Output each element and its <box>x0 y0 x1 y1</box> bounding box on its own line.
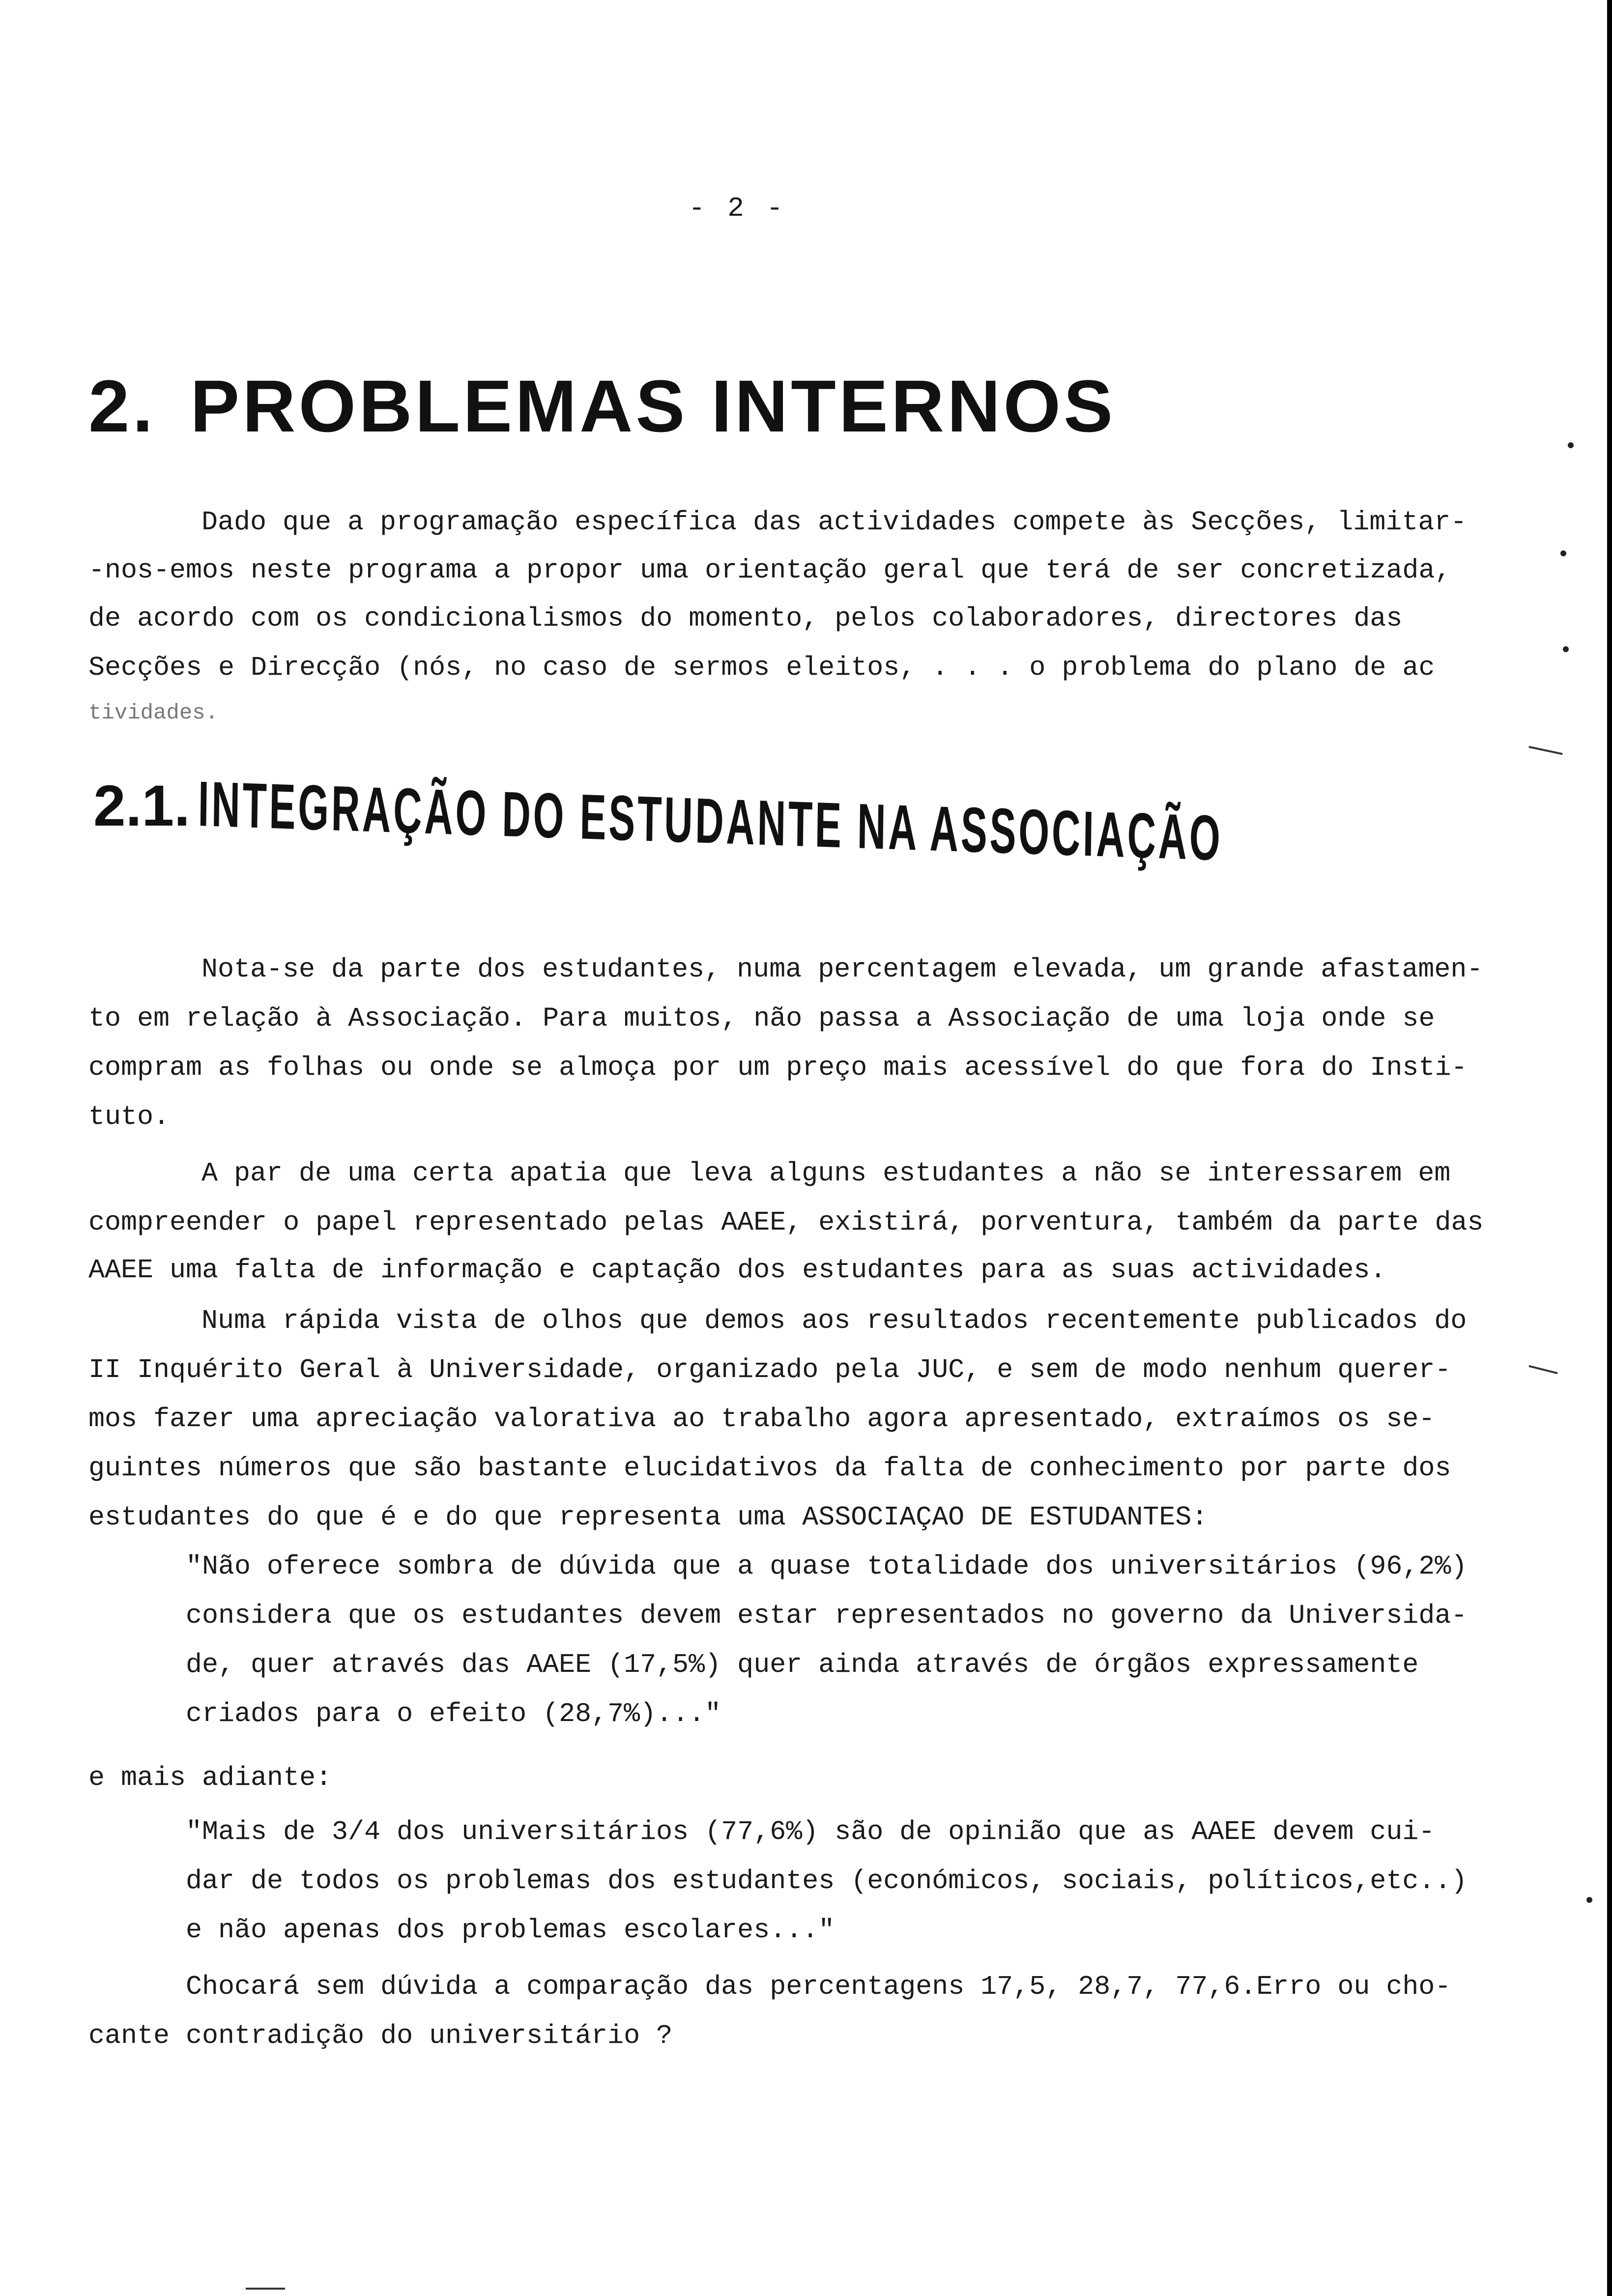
paragraph-1-line: de acordo com os condicionalismos do momento, pelos colaboradores, directores das <box>88 603 1403 634</box>
paragraph-4-line: II Inquérito Geral à Universidade, organizado pela JUC, e sem de modo nenhum querer- <box>88 1354 1451 1385</box>
quote-2-line: "Mais de 3/4 dos universitários (77,6%) são de opinião que as AAEE devem cui- <box>186 1816 1435 1847</box>
quote-1-line: "Não oferece sombra de dúvida que a quase totalidade dos universitários (96,2%) <box>186 1551 1468 1582</box>
paragraph-1-line: tividades. <box>88 701 219 725</box>
paragraph-3-line: A par de uma certa apatia que leva alguns estudantes a não se interessarem em <box>202 1158 1451 1189</box>
closing-line: cante contradição do universitário ? <box>88 2020 673 2051</box>
section-heading-2-1 <box>93 767 1612 874</box>
quote-1-line: considera que os estudantes devem estar representados no governo da Universida- <box>186 1600 1468 1631</box>
scan-mark <box>1528 1365 1557 1374</box>
scan-mark <box>246 2288 285 2290</box>
punch-mark <box>1563 646 1569 652</box>
paragraph-4-line: Numa rápida vista de olhos que demos aos resultados recentemente publicados do <box>202 1305 1467 1336</box>
paragraph-2-line: compram as folhas ou onde se almoça por um preço mais acessível do que fora do Insti- <box>88 1052 1468 1083</box>
paragraph-2-line: Nota-se da parte dos estudantes, numa percentagem elevada, um grande afastamen- <box>202 954 1483 985</box>
section-heading-2 <box>88 364 1116 449</box>
paragraph-1-line: Secções e Direcção (nós, no caso de sermos eleitos, . . . o problema do plano de ac <box>88 652 1435 683</box>
scan-edge-line <box>1607 0 1612 2296</box>
paragraph-4-line: guintes números que são bastante elucidativos da falta de conhecimento por parte dos <box>88 1453 1451 1484</box>
section-title: PROBLEMAS INTERNOS <box>190 365 1116 447</box>
closing-line: Chocará sem dúvida a comparação das percentagens 17,5, 28,7, 77,6.Erro ou cho- <box>186 1971 1451 2002</box>
quote-1-line: criados para o efeito (28,7%)..." <box>186 1698 721 1729</box>
page-number: - 2 - <box>688 193 786 224</box>
subsection-title: INTEGRAÇÃO DO ESTUDANTE NA ASSOCIAÇÃO <box>197 768 1223 874</box>
paragraph-4-line: mos fazer uma apreciação valorativa ao trabalho agora apresentado, extraímos os se- <box>88 1404 1435 1435</box>
quote-1-line: de, quer através das AAEE (17,5%) quer ainda através de órgãos expressamente <box>186 1649 1419 1680</box>
connector-text: e mais adiante: <box>88 1762 332 1793</box>
punch-mark <box>1560 550 1566 556</box>
paragraph-1-line: -nos-emos neste programa a propor uma orientação geral que terá de ser concretizada, <box>88 555 1451 586</box>
section-number: 2. <box>88 365 156 447</box>
punch-mark <box>1586 1897 1592 1903</box>
punch-mark <box>1568 442 1574 448</box>
paragraph-3-line: AAEE uma falta de informação e captação dos estudantes para as suas actividades. <box>88 1255 1386 1286</box>
paragraph-3-line: compreender o papel representado pelas AAEE, existirá, porventura, também da parte das <box>88 1207 1484 1238</box>
paragraph-2-line: to em relação à Associação. Para muitos, não passa a Associação de uma loja onde se <box>88 1003 1435 1034</box>
paragraph-2-line: tuto. <box>88 1101 170 1132</box>
scan-mark <box>1528 746 1562 755</box>
paragraph-1-line: Dado que a programação específica das actividades compete às Secções, limitar- <box>202 507 1467 538</box>
quote-2-line: dar de todos os problemas dos estudantes (económicos, sociais, políticos,etc..) <box>186 1866 1468 1896</box>
subsection-number: 2.1. <box>93 774 190 838</box>
quote-2-line: e não apenas dos problemas escolares..." <box>186 1915 835 1946</box>
paragraph-4-line: estudantes do que é e do que representa uma ASSOCIAÇAO DE ESTUDANTES: <box>88 1502 1208 1533</box>
